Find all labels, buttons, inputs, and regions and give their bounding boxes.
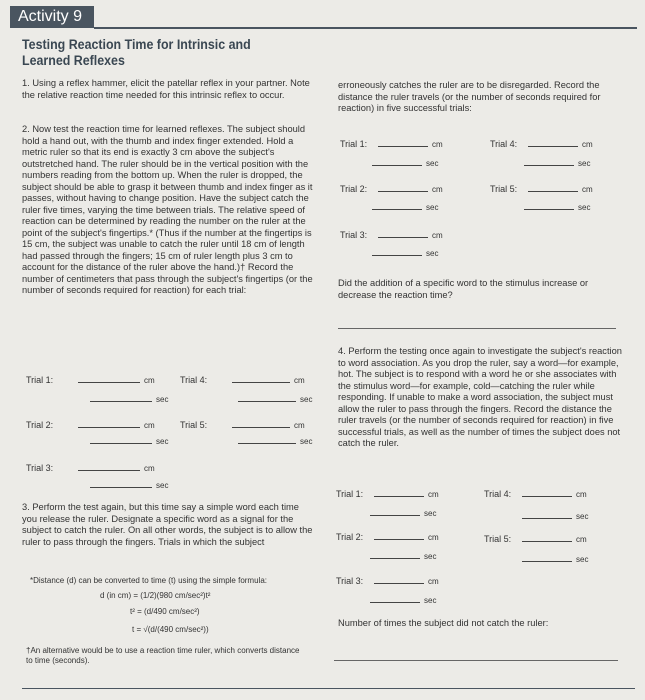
trial-row: [522, 552, 588, 564]
unit-sec: sec: [576, 555, 589, 564]
section-title: Testing Reaction Time for Intrinsic and Learned Reflexes: [22, 37, 251, 68]
step-2-text: 2. Now test the reaction time for learned reflexes. The subject should hold a hand out, with the thumb and index finger extended. Hold a metric ruler so that its end is exactly 3 cm above the subject's outstretched hand. The ruler should be in the vertical position with the numbers reading from the bottom up. When the ruler is dropped, the subject should be able to grasp it between thumb and index finger as it passes, without having to change position. Have the subject catch the ruler five times, varying the time between trials. The relative speed of reaction can be determined by reading the number on the ruler at the point of the subject's fingertips.* (Thus if the number at the fingertips is 15 cm, the subject was unable to catch the ruler until 18 cm of length had passed through the fingers; 15 cm of ruler length plus 3 cm to account for the distance of the ruler above the hand.)† Record the number of centimeters that pass through the subject's fingertips (or the number of seconds required for reaction) for each trial:: [22, 124, 313, 295]
unit-sec: sec: [576, 512, 589, 521]
trial-sec-field[interactable]: [90, 434, 152, 444]
unit-sec: sec: [426, 249, 439, 258]
trial-row: [26, 418, 155, 430]
trial-cm-field[interactable]: [522, 487, 572, 497]
trial-sec-field[interactable]: [370, 593, 420, 603]
trial-cm-field[interactable]: [78, 373, 140, 383]
unit-sec: sec: [578, 203, 591, 212]
trial-label: Trial 1:: [336, 489, 364, 499]
trial-row: [336, 574, 439, 586]
trial-row: [370, 549, 436, 561]
trial-row: [180, 373, 305, 385]
unit-cm: cm: [428, 577, 439, 586]
unit-sec: sec: [424, 552, 437, 561]
question-1: [338, 278, 628, 305]
question-2-text: Number of times the subject did not catch the ruler:: [338, 618, 549, 628]
trial-row: [370, 506, 436, 518]
unit-cm: cm: [576, 535, 587, 544]
trial-sec-field[interactable]: [524, 200, 574, 210]
unit-cm: cm: [144, 376, 155, 385]
question-2-answer-line[interactable]: [334, 660, 618, 661]
trial-label: Trial 3:: [26, 463, 54, 473]
trial-row: [372, 200, 438, 212]
trial-row: [484, 487, 587, 499]
step-3-continued-text: erroneously catches the ruler are to be disregarded. Record the distance the ruler travels (or the number of seconds required for reaction) in five successful trials:: [338, 80, 601, 113]
left-step-1: [22, 78, 314, 105]
footnote: †An alternative would be to use a reaction time ruler, which converts distance to time (seconds).: [26, 646, 300, 665]
trial-row: [336, 530, 439, 542]
unit-cm: cm: [582, 140, 593, 149]
trial-row: [340, 182, 443, 194]
trial-sec-field[interactable]: [522, 509, 572, 519]
formula-line-1: d (in cm) = (1/2)(980 cm/sec²)t²: [100, 591, 211, 600]
unit-sec: sec: [424, 596, 437, 605]
unit-cm: cm: [428, 490, 439, 499]
trial-sec-field[interactable]: [524, 156, 574, 166]
unit-cm: cm: [582, 185, 593, 194]
trial-label: Trial 5:: [490, 184, 518, 194]
trial-sec-field[interactable]: [372, 200, 422, 210]
question-1-answer-line[interactable]: [338, 328, 616, 329]
trial-label: Trial 1:: [340, 139, 368, 149]
trial-row: [524, 200, 590, 212]
trial-sec-field[interactable]: [372, 246, 422, 256]
trial-row: [484, 532, 587, 544]
trial-sec-field[interactable]: [90, 478, 152, 488]
unit-sec: sec: [156, 395, 169, 404]
trial-label: Trial 2:: [340, 184, 368, 194]
trial-cm-field[interactable]: [528, 182, 578, 192]
unit-cm: cm: [432, 140, 443, 149]
unit-sec: sec: [300, 395, 313, 404]
unit-sec: sec: [156, 437, 169, 446]
trial-row: [238, 434, 312, 446]
unit-cm: cm: [432, 231, 443, 240]
left-step-2: [22, 124, 314, 301]
trial-cm-field[interactable]: [78, 461, 140, 471]
trial-cm-field[interactable]: [378, 228, 428, 238]
trial-row: [370, 593, 436, 605]
unit-cm: cm: [144, 421, 155, 430]
trial-label: Trial 2:: [336, 532, 364, 542]
question-1-text: Did the addition of a specific word to the stimulus increase or decrease the reaction time?: [338, 278, 589, 300]
right-continued: [338, 80, 628, 119]
trial-cm-field[interactable]: [232, 418, 290, 428]
unit-cm: cm: [432, 185, 443, 194]
trial-label: Trial 3:: [340, 230, 368, 240]
trial-row: [238, 392, 312, 404]
trial-sec-field[interactable]: [372, 156, 422, 166]
unit-cm: cm: [428, 533, 439, 542]
trial-row: [336, 487, 439, 499]
trial-row: [180, 418, 305, 430]
trial-row: [372, 246, 438, 258]
trial-cm-field[interactable]: [374, 574, 424, 584]
trial-label: Trial 3:: [336, 576, 364, 586]
bottom-rule: [22, 688, 635, 689]
unit-sec: sec: [156, 481, 169, 490]
trial-sec-field[interactable]: [238, 392, 296, 402]
trial-sec-field[interactable]: [370, 549, 420, 559]
step-1-text: 1. Using a reflex hammer, elicit the patellar reflex in your partner. Note the relative reaction time needed for this intrinsic reflex to occur.: [22, 78, 310, 100]
activity-badge: Activity 9: [10, 6, 94, 28]
trial-cm-field[interactable]: [378, 182, 428, 192]
trial-cm-field[interactable]: [374, 530, 424, 540]
unit-cm: cm: [576, 490, 587, 499]
unit-sec: sec: [426, 203, 439, 212]
trial-sec-field[interactable]: [370, 506, 420, 516]
trial-sec-field[interactable]: [522, 552, 572, 562]
formula-line-2: t² = (d/490 cm/sec²): [130, 607, 200, 616]
unit-sec: sec: [424, 509, 437, 518]
trial-sec-field[interactable]: [238, 434, 296, 444]
unit-sec: sec: [300, 437, 313, 446]
unit-cm: cm: [294, 376, 305, 385]
trial-label: Trial 2:: [26, 420, 54, 430]
trial-cm-field[interactable]: [528, 137, 578, 147]
trial-label: Trial 5:: [484, 534, 512, 544]
trial-row: [340, 137, 443, 149]
trial-row: [524, 156, 590, 168]
trial-row: [522, 509, 588, 521]
question-2: [338, 618, 628, 634]
step-3-text: 3. Perform the test again, but this time say a simple word each time you release the ruler. Designate a specific word as a signal for the subject to catch the ruler. On all other words, the subject is to allow the ruler to pass through the fingers. Trials in which the subject: [22, 502, 313, 547]
trial-sec-field[interactable]: [90, 392, 152, 402]
unit-sec: sec: [578, 159, 591, 168]
trial-row: [90, 478, 168, 490]
formula-line-3: t = √(d/(490 cm/sec²)): [132, 625, 209, 634]
trial-label: Trial 5:: [180, 420, 208, 430]
trial-cm-field[interactable]: [374, 487, 424, 497]
trial-cm-field[interactable]: [78, 418, 140, 428]
trial-row: [490, 137, 593, 149]
trial-label: Trial 4:: [180, 375, 208, 385]
trial-label: Trial 1:: [26, 375, 54, 385]
step-4-text: 4. Perform the testing once again to investigate the subject's reaction to word association. As you drop the ruler, say a word—for example, hot. The subject is to respond with a word he or she associates with the stimulus word—for example, cold—catching the ruler while responding. If unable to make a word association, the subject must allow the ruler to pass through the fingers. Record the distance the ruler travels (or the number of seconds required for reaction) in five successful trials, as well as the number of times the subject does not catch the ruler.: [338, 346, 622, 448]
unit-sec: sec: [426, 159, 439, 168]
trial-label: Trial 4:: [484, 489, 512, 499]
trial-row: [372, 156, 438, 168]
trial-row: [90, 434, 168, 446]
trial-cm-field[interactable]: [522, 532, 572, 542]
header-rule: [94, 27, 637, 29]
unit-cm: cm: [294, 421, 305, 430]
trial-label: Trial 4:: [490, 139, 518, 149]
unit-cm: cm: [144, 464, 155, 473]
trial-row: [340, 228, 443, 240]
formula-intro: *Distance (d) can be converted to time (t) using the simple formula:: [30, 576, 267, 585]
right-step-4: [338, 346, 628, 454]
trial-row: [26, 461, 155, 473]
trial-row: [490, 182, 593, 194]
trial-cm-field[interactable]: [378, 137, 428, 147]
trial-cm-field[interactable]: [232, 373, 290, 383]
trial-row: [26, 373, 155, 385]
left-step-3: [22, 502, 314, 552]
trial-row: [90, 392, 168, 404]
